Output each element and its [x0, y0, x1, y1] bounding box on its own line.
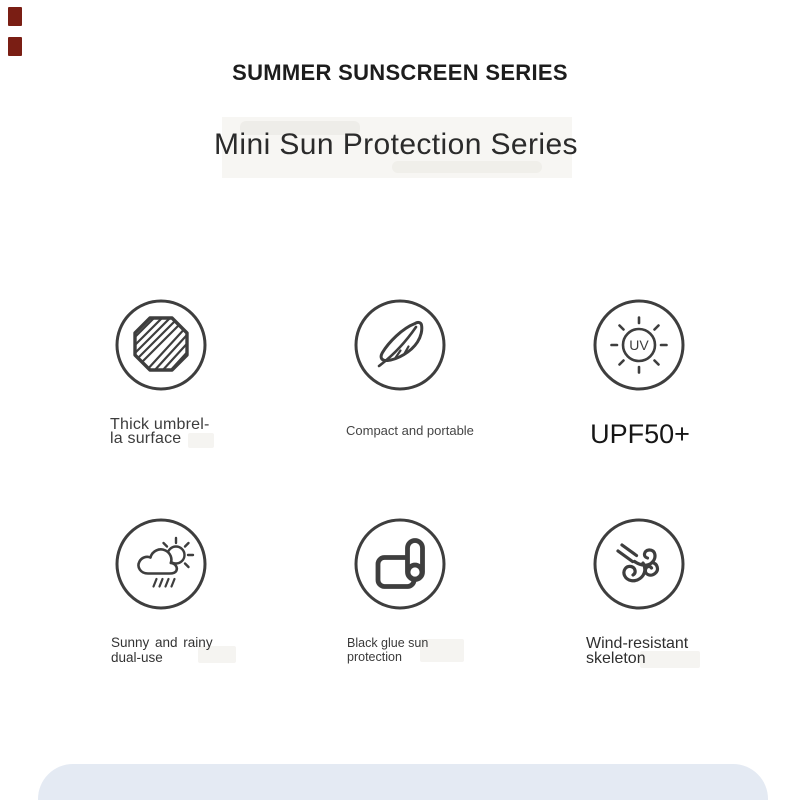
- feature-label-black-glue: [347, 637, 428, 664]
- feature-label-sunny-rainy: [111, 635, 213, 665]
- feature-label-thick-umbrella: [110, 418, 210, 446]
- label-line: protection: [347, 649, 402, 664]
- label-line: Thick umbrel-: [110, 416, 210, 433]
- uv-label: UV: [629, 337, 649, 353]
- label-line: skeleton: [586, 649, 646, 667]
- page-title: Mini Sun Protection Series: [214, 128, 578, 161]
- label-line: Sunny and rainy: [111, 635, 213, 650]
- feather-icon: [352, 297, 448, 393]
- red-artifact-bottom: [8, 37, 22, 56]
- sun-cloud-rain-icon: [113, 516, 209, 612]
- series-title: SUMMER SUNSCREEN SERIES: [232, 60, 568, 85]
- uv-sun-icon: [591, 297, 687, 393]
- label-line: UPF50+: [590, 419, 690, 449]
- wind-icon: [591, 516, 687, 612]
- mat-roll-icon: [352, 516, 448, 612]
- feature-label-wind-resistant: [586, 637, 688, 666]
- label-line: Black glue sun: [347, 636, 429, 650]
- label-line: Wind-resistant: [586, 635, 689, 652]
- label-line: la surface: [110, 430, 182, 447]
- feature-label-upf50: [560, 419, 720, 449]
- bottom-card: [38, 764, 768, 800]
- overlay-artifact: [392, 161, 542, 173]
- label-line: Compact and portable: [346, 423, 474, 438]
- octagon-hatch-icon: [113, 297, 209, 393]
- feature-label-compact-portable: [346, 424, 474, 438]
- red-artifact-top: [8, 7, 22, 26]
- label-line: dual-use: [111, 650, 163, 665]
